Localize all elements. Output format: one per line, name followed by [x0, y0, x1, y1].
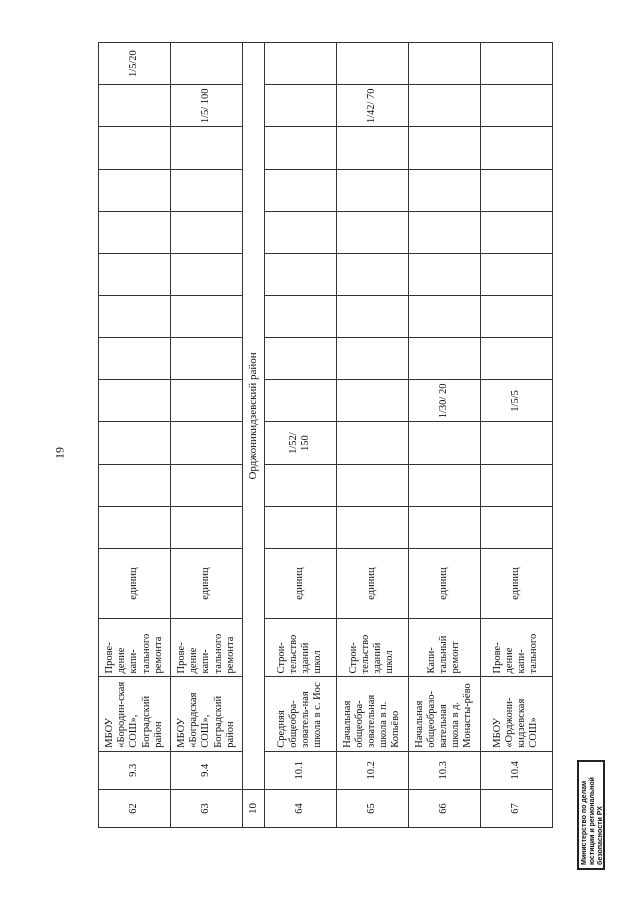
value-cell — [336, 211, 408, 253]
school-name: МБОУ «Орджони-кидзевская СОШ» — [480, 677, 552, 751]
value-cell — [99, 296, 171, 338]
unit-label: единиц — [99, 548, 171, 618]
value-cell: 1/5/ 100 — [171, 85, 243, 127]
value-cell — [336, 338, 408, 380]
table-row — [171, 43, 243, 828]
value-cell — [408, 296, 480, 338]
rotated-sheet — [98, 42, 570, 828]
row-number: 66 — [408, 789, 480, 827]
value-cell — [264, 464, 336, 506]
value-cell — [99, 506, 171, 548]
work-type: Капи-тальный ремонт — [408, 619, 480, 677]
value-cell — [480, 253, 552, 295]
school-name: МБОУ «Боградская СОШ», Боградский район — [171, 677, 243, 751]
unit-label: единиц — [336, 548, 408, 618]
school-name: МБОУ «Бородин-ская СОШ», Боградский район — [99, 677, 171, 751]
value-cell — [480, 422, 552, 464]
row-code: 9.4 — [171, 751, 243, 789]
school-name: Средняя общеобра-зователь-ная школа в с. Иос — [264, 677, 336, 751]
unit-label: единиц — [408, 548, 480, 618]
value-cell — [480, 169, 552, 211]
value-cell — [99, 85, 171, 127]
value-cell — [99, 464, 171, 506]
value-cell — [99, 422, 171, 464]
value-cell — [171, 338, 243, 380]
value-cell: 1/30/ 20 — [408, 380, 480, 422]
value-cell — [408, 506, 480, 548]
value-cell — [408, 85, 480, 127]
value-cell — [336, 464, 408, 506]
section-header — [243, 43, 265, 828]
row-number: 64 — [264, 789, 336, 827]
value-cell: 1/5/20 — [99, 43, 171, 85]
value-cell — [264, 169, 336, 211]
row-code: 10.2 — [336, 751, 408, 789]
unit-label: единиц — [171, 548, 243, 618]
table-region — [98, 42, 570, 828]
section-code: 10 — [243, 789, 265, 827]
value-cell — [336, 422, 408, 464]
value-cell — [336, 127, 408, 169]
value-cell — [336, 169, 408, 211]
row-number: 63 — [171, 789, 243, 827]
value-cell — [336, 296, 408, 338]
row-code: 10.1 — [264, 751, 336, 789]
work-type: Строи-тельство зданий школ — [336, 619, 408, 677]
row-code: 10.4 — [480, 751, 552, 789]
work-type: Прове-дение капи-тального — [480, 619, 552, 677]
value-cell: 1/42/ 70 — [336, 85, 408, 127]
row-number: 65 — [336, 789, 408, 827]
value-cell — [480, 127, 552, 169]
value-cell — [171, 127, 243, 169]
value-cell — [99, 338, 171, 380]
page-number: 19 — [52, 447, 67, 459]
work-type: Прове-дение капи-тального ремонта — [99, 619, 171, 677]
value-cell — [480, 338, 552, 380]
value-cell — [171, 253, 243, 295]
value-cell: 1/5/5 — [480, 380, 552, 422]
table-row — [264, 43, 336, 828]
unit-label: единиц — [264, 548, 336, 618]
value-cell — [171, 211, 243, 253]
value-cell — [171, 506, 243, 548]
value-cell — [336, 43, 408, 85]
value-cell — [408, 464, 480, 506]
value-cell — [264, 296, 336, 338]
value-cell — [171, 43, 243, 85]
value-cell — [480, 85, 552, 127]
value-cell — [264, 127, 336, 169]
value-cell — [99, 169, 171, 211]
table-body-bottom — [264, 43, 552, 828]
value-cell — [99, 127, 171, 169]
row-number: 62 — [99, 789, 171, 827]
value-cell — [480, 506, 552, 548]
value-cell — [171, 296, 243, 338]
table-row — [336, 43, 408, 828]
table-body-top — [99, 43, 243, 828]
school-name: Начальная общеобра-зовательная школа в п. Копьёво — [336, 677, 408, 751]
work-type: Строи-тельство зданий школ — [264, 619, 336, 677]
row-code: 10.3 — [408, 751, 480, 789]
section-title: Орджоникидзевский район — [243, 43, 265, 790]
value-cell — [408, 422, 480, 464]
value-cell — [480, 43, 552, 85]
ministry-stamp: Министерство по делам юстиции и региональной безопасности РХ — [577, 760, 605, 870]
value-cell — [171, 464, 243, 506]
value-cell — [408, 169, 480, 211]
table-row — [408, 43, 480, 828]
table-row — [99, 43, 171, 828]
row-number: 67 — [480, 789, 552, 827]
value-cell — [336, 253, 408, 295]
table-row — [480, 43, 552, 828]
value-cell — [171, 380, 243, 422]
value-cell: 1/52/ 150 — [264, 422, 336, 464]
value-cell — [264, 211, 336, 253]
work-type: Прове-дение капи-тального ремонта — [171, 619, 243, 677]
school-name: Начальная общеобразо-вательная школа в д. Монасты-рёво — [408, 677, 480, 751]
value-cell — [264, 253, 336, 295]
value-cell — [99, 211, 171, 253]
value-cell — [264, 506, 336, 548]
program-table — [98, 42, 553, 828]
value-cell — [408, 211, 480, 253]
value-cell — [480, 211, 552, 253]
row-code: 9.3 — [99, 751, 171, 789]
value-cell — [171, 169, 243, 211]
value-cell — [336, 380, 408, 422]
value-cell — [171, 422, 243, 464]
unit-label: единиц — [480, 548, 552, 618]
value-cell — [99, 380, 171, 422]
value-cell — [480, 464, 552, 506]
value-cell — [264, 85, 336, 127]
value-cell — [264, 43, 336, 85]
value-cell — [480, 296, 552, 338]
table-row — [243, 43, 265, 828]
value-cell — [264, 338, 336, 380]
value-cell — [264, 380, 336, 422]
value-cell — [99, 253, 171, 295]
value-cell — [408, 43, 480, 85]
value-cell — [336, 506, 408, 548]
value-cell — [408, 338, 480, 380]
value-cell — [408, 127, 480, 169]
value-cell — [408, 253, 480, 295]
